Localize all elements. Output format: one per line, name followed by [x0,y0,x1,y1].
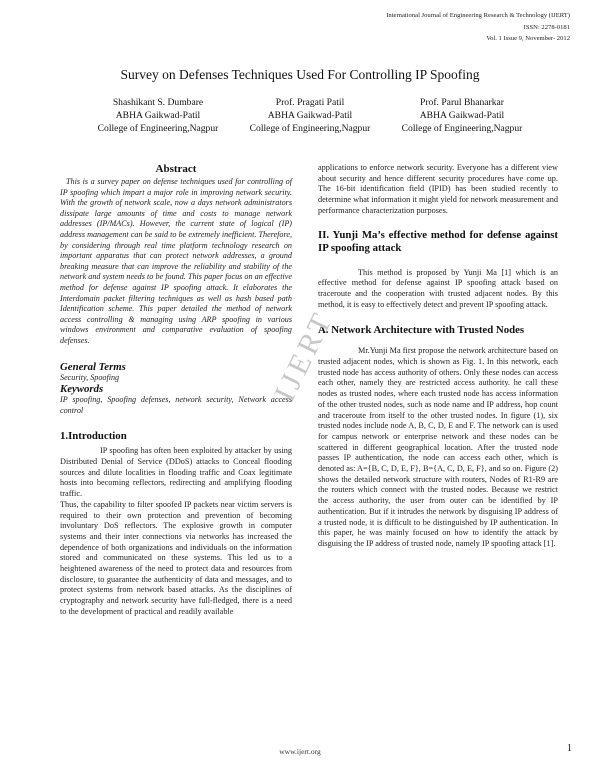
author-college: College of Engineering,Nagpur [97,123,219,135]
journal-header [386,10,570,45]
author-affiliation: ABHA Gaikwad-Patil [419,110,505,122]
author-affiliation: ABHA Gaikwad-Patil [115,110,201,122]
abstract-text: This is a survey paper on defense techniques used for controlling of IP spoofing which impart a major role in improving network security. With the growth of network scale, now a days network administrators dissipate large amounts of time and costs to manage network addresses (IP/MACs). However, the current state of logical (IP) address management can be said to be extremely inefficient. Therefore, by considering through real time platform technology research on important apparatus that can protect network addresses, a ground breaking measure that can improve the reliability and stability of the network and system needs to be found. This paper focus on an effective method for defense against IP spoofing attack. It elaborates the Interdomain packet filtering techniques as well as hash based path Identification scheme. This paper detailed the method of network access controlling & managing using ARP spoofing in various windows environment and comparative evaluation of spoofing defenses. [60,177,292,345]
section-2a-paragraph: Mr.Yunji Ma first propose the network architecture based on trusted adjacent nodes, which is shown as Fig. 1. In this network, each trusted node has access authority of others. Only these nodes can access each other, namely they are restricted access authority. he call these nodes as trusted nodes, where each trusted node has access information of the other trusted nodes, such as node name and IP address, hop count and traceroute from itself to the other trusted nodes. In figure (1), six trusted nodes include node A, B, C, D, E and F. The network can is used for campus network or enterprise network and these nodes can be scattered in different geographical location. After the trusted node passes IP authentication, the node can access each other, which is denoted as: A={B, C, D, E, F}, B={A, C, D, E, F}, and so on. Figure (2) shows the detailed network structure with routers, Nodes of R1-R9 are the routers which connect with the trusted nodes. Because we restrict the access authority, the user from outer can be identified by IP authentication. But if it intrudes the network by disguising IP address of a trusted node, it is difficult to be distinguished by IP authentication. In this paper, he was mainly focused on how to identify the attack by disguising the IP address of trusted node, namely IP spoofing attack [1]. [318,346,558,548]
journal-volume: Vol. 1 Issue 9, November- 2012 [486,35,570,42]
section-2a-heading: A. Network Architecture with Trusted Nodes [318,324,525,337]
paper-title: Survey on Defenses Techniques Used For Controlling IP Spoofing [120,67,480,82]
introduction-paragraph-2: Thus, the capability to filter spoofed IP packets near victim servers is required to their own protection and prevention of becoming involuntary DoS reflectors. The explosive growth in computer systems and their inter connections via networks has increased the dependence of both organizations and individuals on the information stored and communicated on these systems. This led us to a heightened awareness of the need to protect data and resources from disclosure, to guarantee the authenticity of data and messages, and to protect systems from network based attacks. As the disciplines of cryptography and network security have full-fledged, there is a need to the development of practical and readily available [60,499,292,616]
general-terms-heading: General Terms [60,360,126,373]
section-2-heading: II. Yunji Ma’s effective method for defense against IP spoofing attack [318,228,558,254]
ijert-watermark: IJERT [268,305,340,407]
right-column [318,163,558,550]
keywords-text: IP spoofing, Spoofing defenses, network security, Network access control [60,395,292,415]
page-number: 1 [567,743,572,754]
journal-issn: ISSN: 2278-0181 [523,23,570,31]
journal-name: International Journal of Engineering Research & Technology (IJERT) [386,12,570,19]
left-column [60,163,292,618]
author-affiliation: ABHA Gaikwad-Patil [267,110,353,122]
author-name: Prof. Pragati Patil [275,97,345,108]
introduction-heading: 1.Introduction [60,430,127,443]
author-name: Shashikant S. Dumbare [112,97,204,108]
abstract-heading: Abstract [155,163,197,175]
author-college: College of Engineering,Nagpur [249,123,371,135]
author-college: College of Engineering,Nagpur [401,123,523,135]
section-2-paragraph: This method is proposed by Yunji Ma [1] which is an effective method for defense against IP spoofing attack based on traceroute and the cooperation with trusted adjacent nodes. By this method, it is easy to effectively detect and prevent IP spoofing attack. [318,267,558,309]
introduction-paragraph-3: applications to enforce network security. Everyone has a different view about security and hence different security procedures have come up. The 16-bit identification field (IPID) has been studied recently to determine what information it might yield for network measurement and performance characterization purposes. [318,163,558,215]
author-name: Prof. Parul Bhanarkar [420,97,504,108]
footer-url: www.ijert.org [279,747,321,756]
author-block-3 [372,96,552,136]
introduction-paragraph-1: IP spoofing has often been exploited by attacker by using Distributed Denial of Service (DDoS) attacks to Conceal flooding sources and dilute localities in flooding traffic and Coax legitimate hosts into becoming reflectors, redirecting and amplifying flooding traffic. [60,446,292,499]
keywords-heading: Keywords [60,383,104,396]
general-terms-text: Security, Spoofing [60,372,120,382]
